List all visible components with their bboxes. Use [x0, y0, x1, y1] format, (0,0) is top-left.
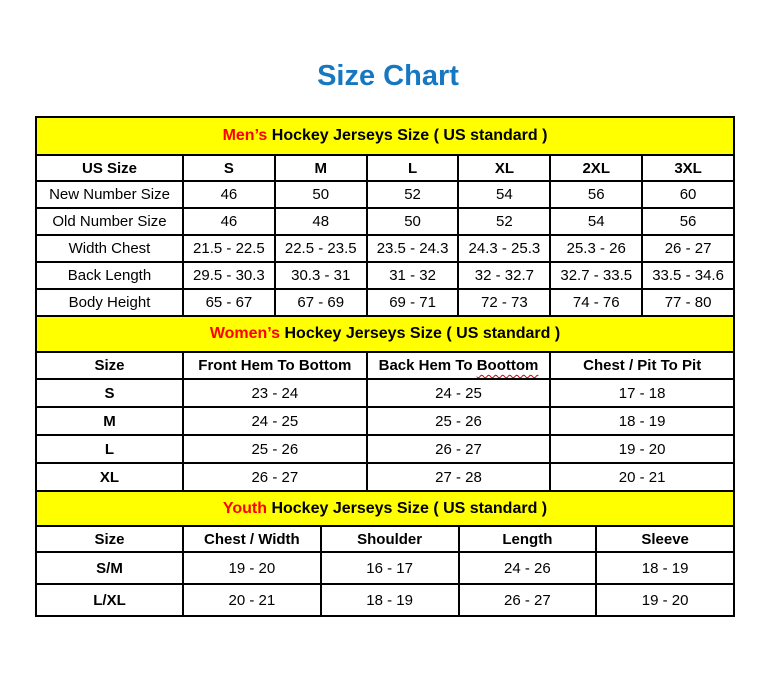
size-cell: 29.5 - 30.3 — [183, 262, 275, 289]
row-label: L — [36, 435, 183, 463]
size-cell: 26 - 27 — [367, 435, 551, 463]
row-label: M — [36, 407, 183, 435]
size-cell: 52 — [367, 181, 459, 208]
size-cell: 77 - 80 — [642, 289, 734, 316]
row-label: L/XL — [36, 584, 183, 616]
table-row — [36, 552, 734, 584]
column-header: Chest / Pit To Pit — [550, 352, 734, 379]
size-cell: 72 - 73 — [458, 289, 550, 316]
size-cell: 24 - 25 — [367, 379, 551, 407]
size-cell: 16 - 17 — [321, 552, 459, 584]
column-header: Length — [459, 526, 597, 552]
size-cell: 23.5 - 24.3 — [367, 235, 459, 262]
size-cell: 21.5 - 22.5 — [183, 235, 275, 262]
mens-section-header — [35, 116, 735, 156]
mens-table — [35, 154, 735, 317]
size-cell: 50 — [275, 181, 367, 208]
row-label: Body Height — [36, 289, 183, 316]
youth-header-row — [36, 526, 734, 552]
womens-section-highlight: Women’s — [209, 325, 281, 342]
table-row — [36, 407, 734, 435]
size-cell: 25.3 - 26 — [550, 235, 642, 262]
row-label: S — [36, 379, 183, 407]
size-cell: 19 - 20 — [550, 435, 734, 463]
size-cell: 19 - 20 — [596, 584, 734, 616]
row-label: S/M — [36, 552, 183, 584]
size-cell: 60 — [642, 181, 734, 208]
size-cell: 56 — [550, 181, 642, 208]
womens-section-title-rest: Hockey Jerseys Size ( US standard ) — [280, 325, 561, 342]
size-cell: 17 - 18 — [550, 379, 734, 407]
page-title: Size Chart — [317, 60, 459, 92]
size-cell: 74 - 76 — [550, 289, 642, 316]
size-cell: 32 - 32.7 — [458, 262, 550, 289]
size-cell: 18 - 19 — [550, 407, 734, 435]
size-cell: 32.7 - 33.5 — [550, 262, 642, 289]
size-cell: 26 - 27 — [459, 584, 597, 616]
mens-section-highlight: Men’s — [222, 127, 268, 144]
size-cell: 20 - 21 — [183, 584, 321, 616]
table-row — [36, 289, 734, 316]
spellcheck-squiggle-word: Boottom — [476, 357, 539, 374]
size-cell: 24 - 26 — [459, 552, 597, 584]
column-header: M — [275, 155, 367, 181]
size-cell: 54 — [550, 208, 642, 235]
table-row — [36, 181, 734, 208]
column-header: 3XL — [642, 155, 734, 181]
youth-section-highlight: Youth — [222, 499, 267, 517]
table-row — [36, 379, 734, 407]
column-header: Front Hem To Bottom — [183, 352, 367, 379]
size-cell: 33.5 - 34.6 — [642, 262, 734, 289]
womens-header-row — [36, 352, 734, 379]
size-cell: 19 - 20 — [183, 552, 321, 584]
size-chart — [35, 116, 735, 617]
size-cell: 54 — [458, 181, 550, 208]
size-cell: 22.5 - 23.5 — [275, 235, 367, 262]
size-cell: 18 - 19 — [321, 584, 459, 616]
youth-section-header — [35, 490, 735, 527]
column-header: XL — [458, 155, 550, 181]
row-label: Back Length — [36, 262, 183, 289]
row-label: New Number Size — [36, 181, 183, 208]
womens-table — [35, 351, 735, 492]
table-row — [36, 584, 734, 616]
column-header: Size — [36, 526, 183, 552]
table-row — [36, 235, 734, 262]
size-cell: 52 — [458, 208, 550, 235]
size-cell: 69 - 71 — [367, 289, 459, 316]
size-cell: 46 — [183, 208, 275, 235]
size-cell: 50 — [367, 208, 459, 235]
column-header: US Size — [36, 155, 183, 181]
column-header-misspelled — [367, 352, 551, 379]
size-cell: 65 - 67 — [183, 289, 275, 316]
column-header: 2XL — [550, 155, 642, 181]
mens-section-title-rest: Hockey Jerseys Size ( US standard ) — [267, 127, 548, 144]
table-row — [36, 435, 734, 463]
size-cell: 67 - 69 — [275, 289, 367, 316]
size-cell: 25 - 26 — [367, 407, 551, 435]
size-cell: 26 - 27 — [642, 235, 734, 262]
row-label: Width Chest — [36, 235, 183, 262]
column-header: Chest / Width — [183, 526, 321, 552]
youth-table — [35, 525, 735, 617]
size-cell: 26 - 27 — [183, 463, 367, 491]
size-cell: 18 - 19 — [596, 552, 734, 584]
size-cell: 30.3 - 31 — [275, 262, 367, 289]
column-header: Size — [36, 352, 183, 379]
size-cell: 27 - 28 — [367, 463, 551, 491]
column-header: S — [183, 155, 275, 181]
size-cell: 46 — [183, 181, 275, 208]
size-cell: 23 - 24 — [183, 379, 367, 407]
column-header: L — [367, 155, 459, 181]
table-row — [36, 463, 734, 491]
column-header: Sleeve — [596, 526, 734, 552]
youth-section-title-rest: Hockey Jerseys Size ( US standard ) — [267, 499, 548, 517]
column-header: Shoulder — [321, 526, 459, 552]
table-row — [36, 208, 734, 235]
mens-header-row — [36, 155, 734, 181]
size-cell: 20 - 21 — [550, 463, 734, 491]
womens-section-header — [35, 315, 735, 353]
table-row — [36, 262, 734, 289]
row-label: XL — [36, 463, 183, 491]
size-cell: 56 — [642, 208, 734, 235]
size-cell: 25 - 26 — [183, 435, 367, 463]
size-cell: 24.3 - 25.3 — [458, 235, 550, 262]
row-label: Old Number Size — [36, 208, 183, 235]
column-header-text: Back Hem To — [378, 357, 477, 374]
size-cell: 48 — [275, 208, 367, 235]
size-cell: 24 - 25 — [183, 407, 367, 435]
size-cell: 31 - 32 — [367, 262, 459, 289]
